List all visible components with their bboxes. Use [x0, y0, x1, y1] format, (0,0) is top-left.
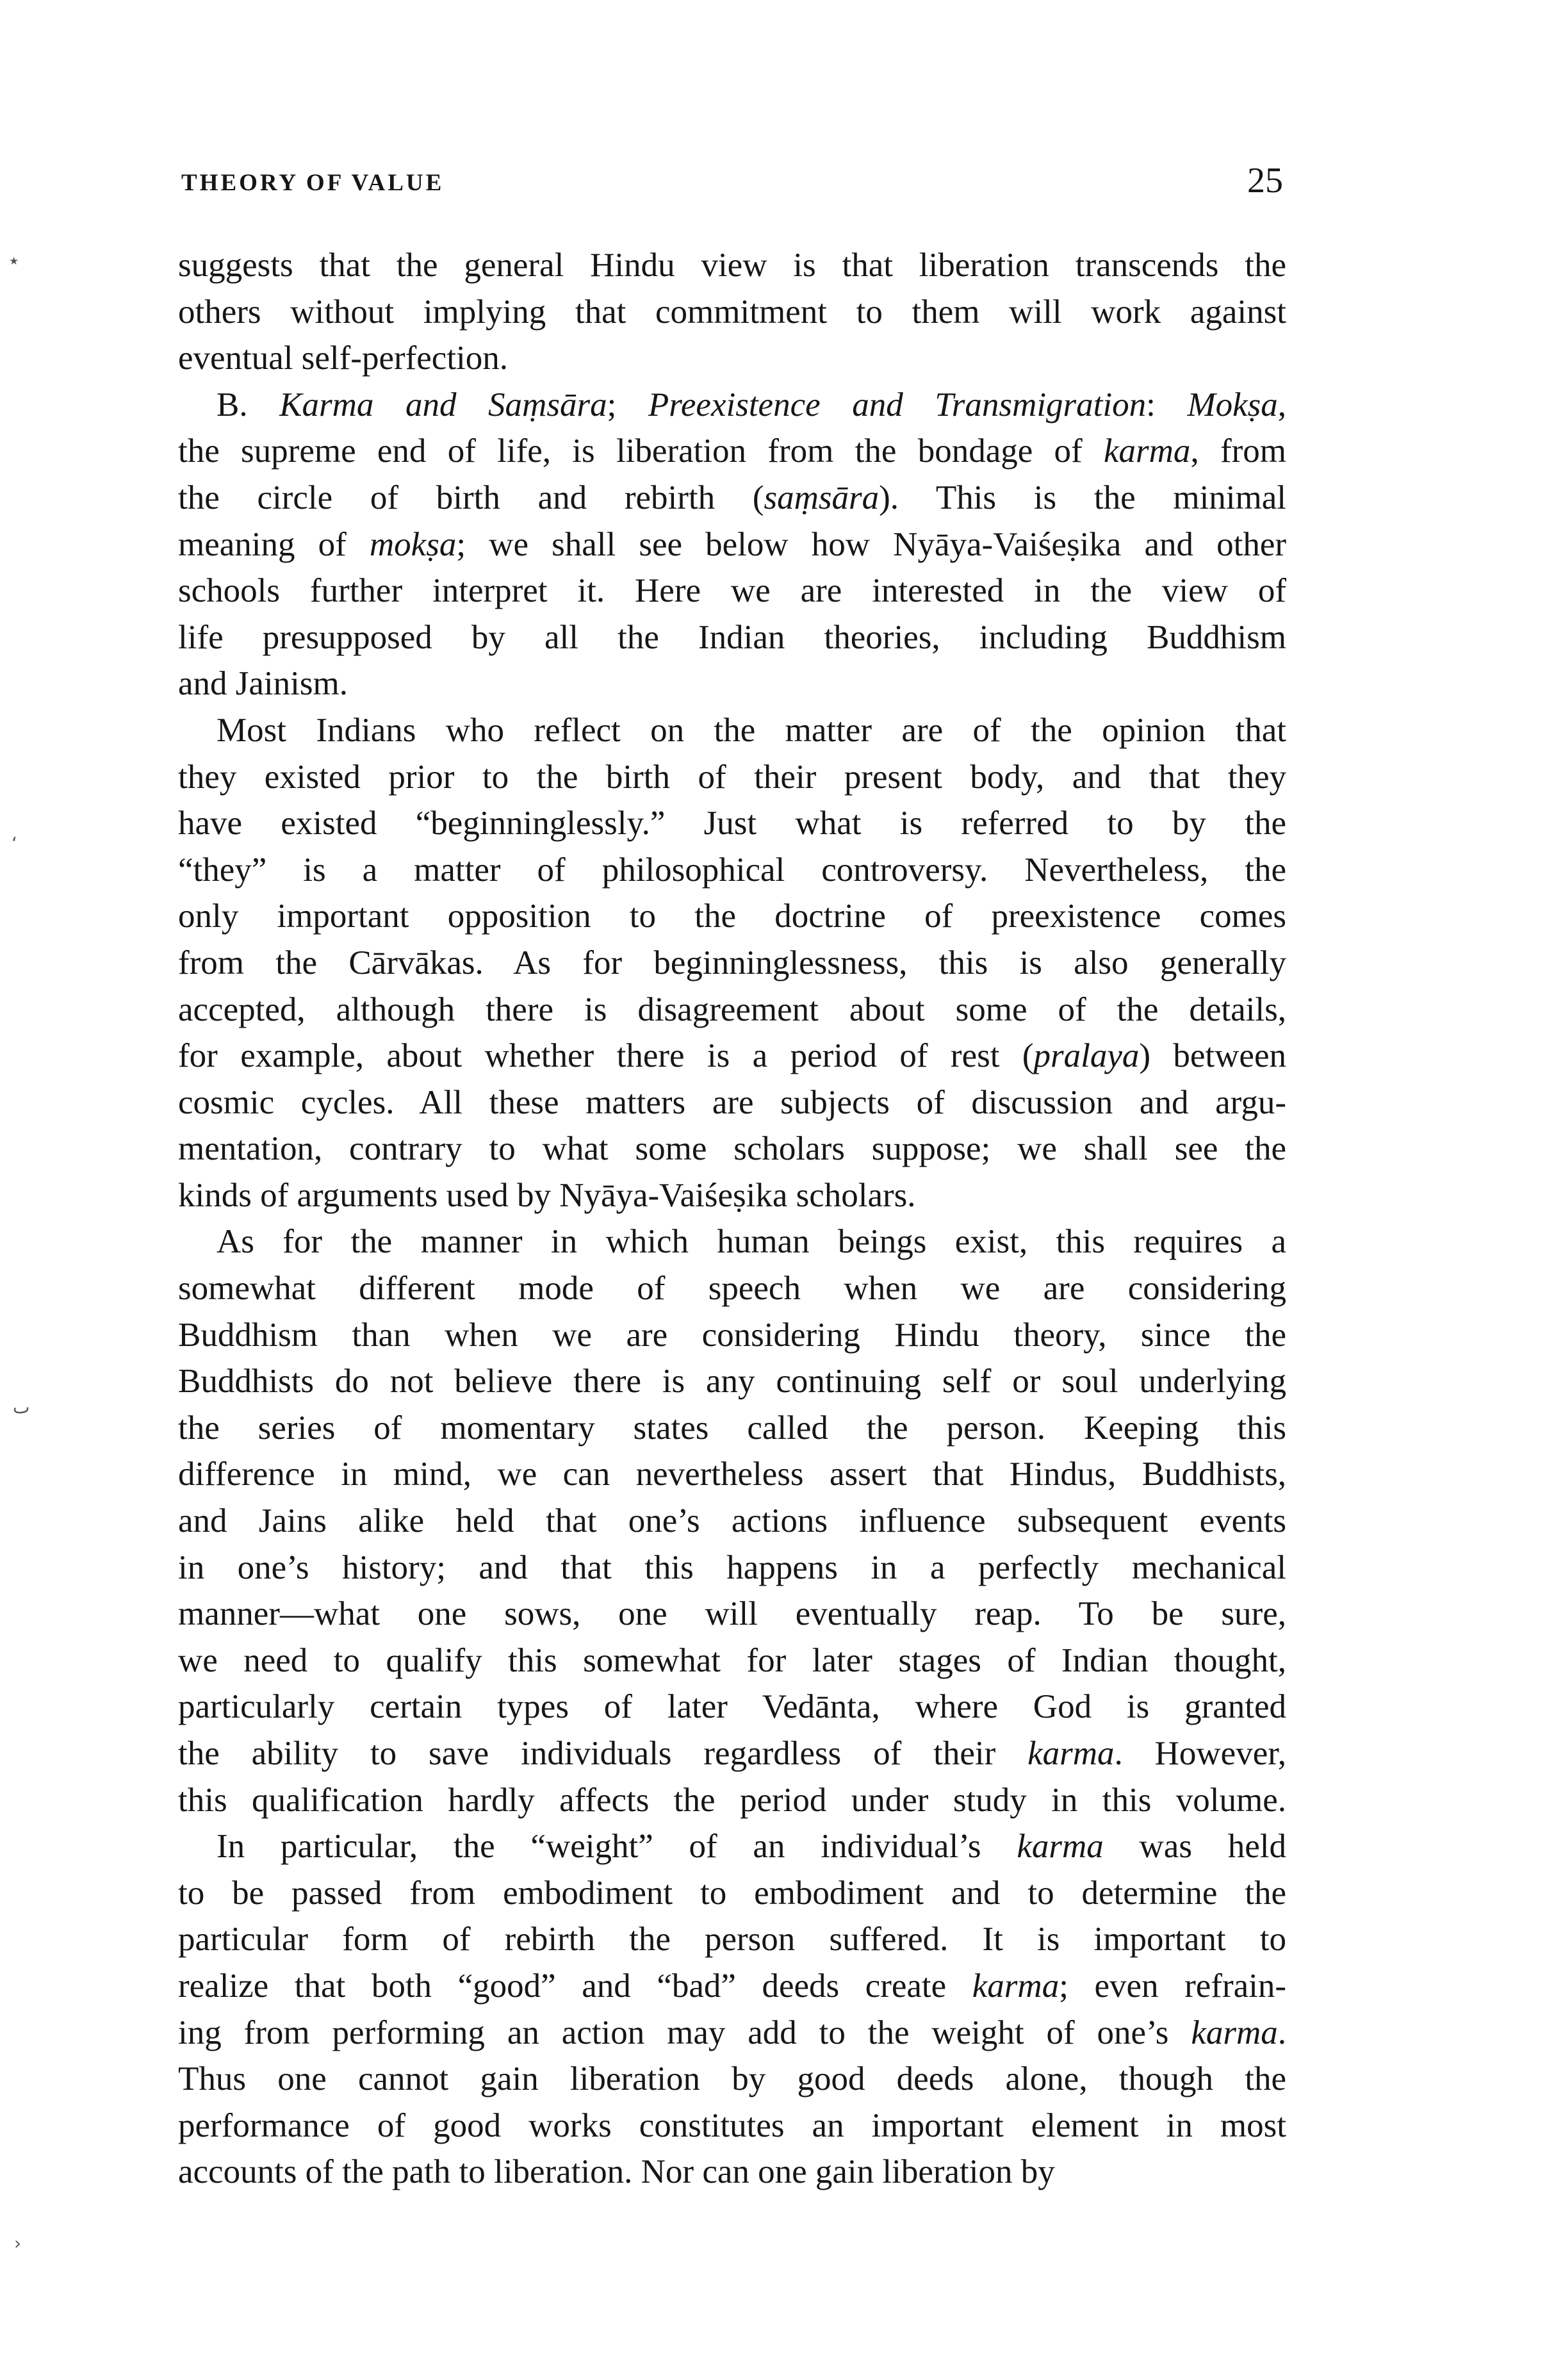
text-segment: realize that both “good” and “bad” deeds create: [178, 1967, 972, 2005]
text-line: [178, 1405, 1286, 1452]
text-segment: they existed prior to the birth of their present body, and that they: [178, 758, 1286, 796]
text-segment: from the Cārvākas. As for beginninglessness, this is also generally: [178, 944, 1286, 981]
text-line: [178, 800, 1286, 847]
italic-term: Preexistence and Transmigration: [648, 386, 1147, 423]
text-segment: B.: [217, 386, 280, 423]
text-line: [178, 289, 1286, 336]
italic-term: Karma and Saṃsāra: [279, 386, 607, 423]
text-segment: mentation, contrary to what some scholars suppose; we shall see the: [178, 1130, 1286, 1168]
text-line: [178, 1498, 1286, 1545]
text-line: [178, 1079, 1286, 1126]
text-line: [178, 475, 1286, 521]
margin-speck-icon: ›: [14, 2233, 22, 2254]
text-line: [178, 1777, 1286, 1824]
text-line: [178, 2010, 1286, 2056]
text-segment: ) between: [1139, 1037, 1286, 1075]
text-segment: to be passed from embodiment to embodiment and to determine the: [178, 1874, 1286, 1912]
text-segment: ; even refrain-: [1059, 1967, 1286, 2005]
text-line: [178, 1870, 1286, 1917]
text-segment: ,: [1277, 386, 1286, 423]
text-segment: and Jains alike held that one’s actions influence subsequent events: [178, 1502, 1286, 1540]
text-line: [178, 1730, 1286, 1777]
text-segment: we need to qualify this somewhat for later stages of Indian thought,: [178, 1641, 1286, 1679]
text-line: [178, 242, 1286, 289]
text-segment: the supreme end of life, is liberation from the bondage of: [178, 432, 1104, 470]
margin-speck-icon: ‘: [12, 833, 17, 854]
italic-term: Mokṣa: [1187, 386, 1278, 423]
italic-term: karma: [1191, 2014, 1278, 2051]
italic-term: karma: [1104, 432, 1191, 470]
text-segment: performance of good works constitutes an important element in most: [178, 2106, 1286, 2144]
text-line: [178, 1823, 1286, 1870]
text-line: [178, 1312, 1286, 1359]
text-line: [178, 382, 1286, 429]
text-line: [178, 707, 1286, 754]
running-title: THEORY OF VALUE: [181, 170, 445, 196]
text-segment: cosmic cycles. All these matters are subjects of discussion and argu-: [178, 1083, 1286, 1121]
text-segment: accepted, although there is disagreement about some of the details,: [178, 990, 1286, 1028]
text-line: [178, 1358, 1286, 1405]
text-line: [178, 1219, 1286, 1265]
italic-term: karma: [1027, 1735, 1115, 1772]
italic-term: saṃsāra: [764, 479, 880, 516]
text-segment: only important opposition to the doctrine of preexistence comes: [178, 898, 1286, 935]
text-segment: in one’s history; and that this happens in a perfectly mechanical: [178, 1548, 1286, 1586]
text-line: [178, 521, 1286, 568]
italic-term: mokṣa: [369, 525, 457, 563]
text-line: [178, 568, 1286, 614]
text-line: [178, 614, 1286, 661]
text-segment: and Jainism.: [178, 665, 348, 703]
text-segment: particularly certain types of later Vedānta, where God is granted: [178, 1688, 1286, 1726]
running-head: [181, 160, 1283, 205]
text-line: [178, 1265, 1286, 1312]
margin-speck-icon: ٮ: [13, 1397, 30, 1418]
margin-speck-icon: ٭: [9, 250, 19, 271]
text-segment: Thus one cannot gain liberation by good deeds alone, though the: [178, 2060, 1286, 2098]
text-segment: for example, about whether there is a period of rest (: [178, 1037, 1034, 1075]
text-line: [178, 1916, 1286, 1963]
text-line: [178, 940, 1286, 987]
text-segment: the series of momentary states called the person. Keeping this: [178, 1409, 1286, 1447]
text-segment: manner—what one sows, one will eventually reap. To be sure,: [178, 1595, 1286, 1633]
text-line: [178, 1172, 1286, 1219]
text-segment: Buddhism than when we are considering Hindu theory, since the: [178, 1316, 1286, 1354]
text-segment: :: [1146, 386, 1188, 423]
text-segment: ing from performing an action may add to the weight of one’s: [178, 2014, 1191, 2051]
text-segment: schools further interpret it. Here we are interested in the view of: [178, 572, 1286, 610]
text-segment: the ability to save individuals regardless of their: [178, 1735, 1028, 1772]
text-segment: ;: [607, 386, 648, 423]
text-line: [178, 1451, 1286, 1498]
italic-term: karma: [972, 1967, 1060, 2005]
text-segment: have existed “beginninglessly.” Just what is referred to by the: [178, 805, 1286, 842]
text-line: [178, 1963, 1286, 2010]
text-line: [178, 987, 1286, 1033]
text-segment: this qualification hardly affects the period under study in this volume.: [178, 1781, 1286, 1819]
italic-term: karma: [1017, 1828, 1104, 1866]
text-segment: , from: [1190, 432, 1287, 470]
text-line: [178, 754, 1286, 801]
text-segment: particular form of rebirth the person suffered. It is important to: [178, 1921, 1286, 1958]
text-line: [178, 893, 1286, 940]
text-segment: ). This is the minimal: [879, 479, 1286, 516]
text-line: [178, 847, 1286, 894]
text-segment: As for the manner in which human beings exist, this requires a: [217, 1223, 1286, 1261]
text-line: [178, 1545, 1286, 1591]
text-line: [178, 2056, 1286, 2103]
text-segment: the circle of birth and rebirth (: [178, 479, 764, 516]
text-segment: Most Indians who reflect on the matter are of the opinion that: [217, 711, 1286, 749]
text-segment: . However,: [1114, 1735, 1286, 1772]
text-line: [178, 1126, 1286, 1172]
text-segment: meaning of: [178, 525, 370, 563]
page-number: 25: [1247, 161, 1283, 201]
text-line: [178, 1033, 1286, 1079]
text-segment: was held: [1103, 1828, 1286, 1866]
text-segment: “they” is a matter of philosophical controversy. Nevertheless, the: [178, 851, 1286, 889]
text-line: [178, 661, 1286, 707]
text-segment: ; we shall see below how Nyāya-Vaiśeṣika and other: [456, 525, 1286, 563]
text-segment: somewhat different mode of speech when we are considering: [178, 1270, 1286, 1308]
text-line: [178, 2149, 1286, 2195]
text-line: [178, 428, 1286, 475]
body-text: [178, 242, 1286, 2195]
text-segment: Buddhists do not believe there is any continuing self or soul underlying: [178, 1363, 1286, 1400]
text-line: [178, 1684, 1286, 1730]
text-line: [178, 335, 1286, 382]
text-line: [178, 1591, 1286, 1637]
text-segment: In particular, the “weight” of an individual’s: [217, 1828, 1017, 1866]
italic-term: pralaya: [1033, 1037, 1140, 1075]
text-line: [178, 1637, 1286, 1684]
text-segment: eventual self-perfection.: [178, 340, 509, 377]
text-line: [178, 2103, 1286, 2149]
text-segment: difference in mind, we can nevertheless assert that Hindus, Buddhists,: [178, 1456, 1286, 1493]
text-segment: suggests that the general Hindu view is that liberation transcends the: [178, 247, 1286, 284]
text-segment: accounts of the path to liberation. Nor can one gain liberation by: [178, 2153, 1055, 2191]
text-segment: kinds of arguments used by Nyāya-Vaiśeṣika scholars.: [178, 1176, 916, 1214]
text-segment: life presupposed by all the Indian theories, including Buddhism: [178, 618, 1286, 656]
text-segment: .: [1277, 2014, 1286, 2051]
text-segment: others without implying that commitment to them will work against: [178, 293, 1286, 331]
